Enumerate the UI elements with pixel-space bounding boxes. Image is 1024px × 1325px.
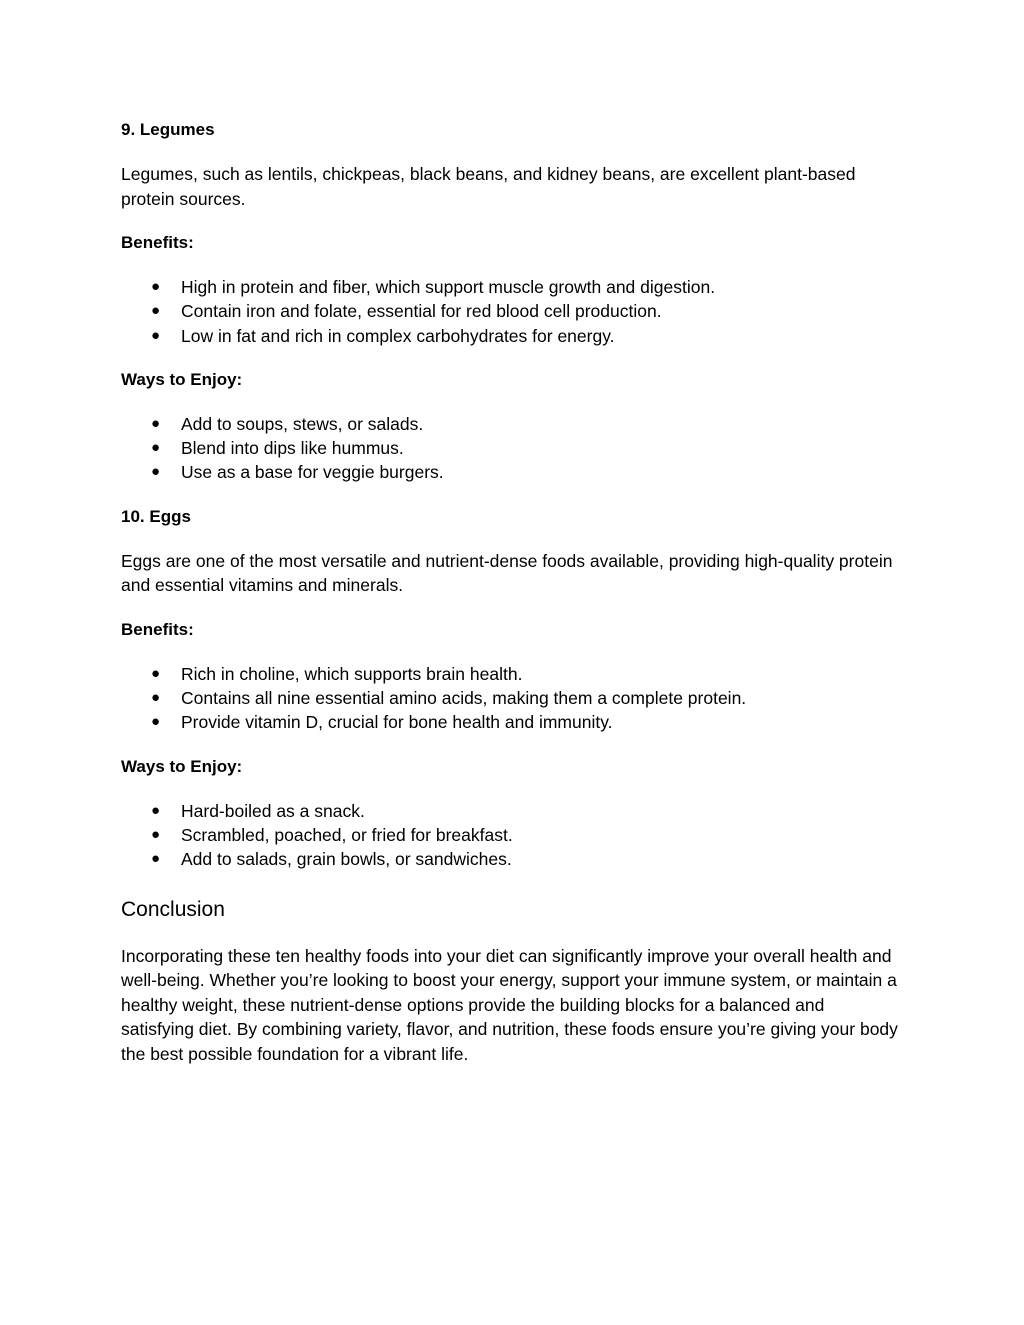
list-item: ● Low in fat and rich in complex carbohydrates for energy. (121, 324, 901, 348)
conclusion-heading: Conclusion (121, 897, 225, 921)
section-heading: 9. Legumes (121, 120, 215, 139)
section-intro: Legumes, such as lentils, chickpeas, black beans, and kidney beans, are excellent plant-based protein sources. (121, 164, 856, 209)
section-conclusion (121, 896, 901, 1067)
list-item: ● Contains all nine essential amino acids, making them a complete protein. (121, 686, 901, 710)
bullet-icon: ● (151, 713, 161, 731)
list-item: ● Hard-boiled as a snack. (121, 799, 901, 823)
bullet-icon: ● (151, 664, 161, 682)
ways-label: Ways to Enjoy: (121, 756, 243, 776)
conclusion-text: Incorporating these ten healthy foods into your diet can significantly improve your overall health and well-being. Whether you’re looking to boost your energy, support your immune system, or maintain a healthy weight, these nutrient-dense options provide the building blocks for a balanced and satisfying diet. By combining variety, flavor, and nutrition, these foods ensure you’re giving your body the best possible foundation for a vibrant life. (121, 945, 898, 1064)
ways-label: Ways to Enjoy: (121, 369, 243, 389)
bullet-icon: ● (151, 302, 161, 320)
section-eggs (121, 505, 901, 872)
bullet-icon: ● (151, 414, 161, 432)
list-item: ● Scrambled, poached, or fried for breakfast. (121, 823, 901, 847)
section-intro: Eggs are one of the most versatile and nutrient-dense foods available, providing high-quality protein and essential vitamins and minerals. (121, 550, 893, 596)
section-legumes (121, 118, 901, 485)
benefits-label: Benefits: (121, 619, 194, 639)
bullet-icon: ● (151, 463, 161, 481)
list-item: ● Contain iron and folate, essential for red blood cell production. (121, 299, 901, 323)
bullet-icon: ● (151, 278, 161, 295)
bullet-icon: ● (151, 326, 161, 344)
list-item: ● Blend into dips like hummus. (121, 436, 901, 460)
bullet-icon: ● (151, 850, 161, 868)
bullet-icon: ● (151, 439, 161, 457)
ways-list (121, 799, 901, 872)
ways-list (121, 412, 901, 485)
document-page (121, 118, 901, 1066)
list-item: ● Add to soups, stews, or salads. (121, 412, 901, 436)
benefits-list (121, 662, 901, 735)
bullet-icon: ● (151, 825, 161, 843)
benefits-list (121, 275, 901, 348)
bullet-icon: ● (151, 801, 161, 819)
list-item: ● Rich in choline, which supports brain health. (121, 662, 901, 686)
list-item: ● Provide vitamin D, crucial for bone health and immunity. (121, 710, 901, 734)
list-item: ● Use as a base for veggie burgers. (121, 460, 901, 484)
list-item: ● Add to salads, grain bowls, or sandwiches. (121, 847, 901, 871)
section-heading: 10. Eggs (121, 506, 191, 526)
list-item: ● High in protein and fiber, which support muscle growth and digestion. (121, 275, 901, 299)
benefits-label: Benefits: (121, 233, 194, 252)
bullet-icon: ● (151, 689, 161, 707)
